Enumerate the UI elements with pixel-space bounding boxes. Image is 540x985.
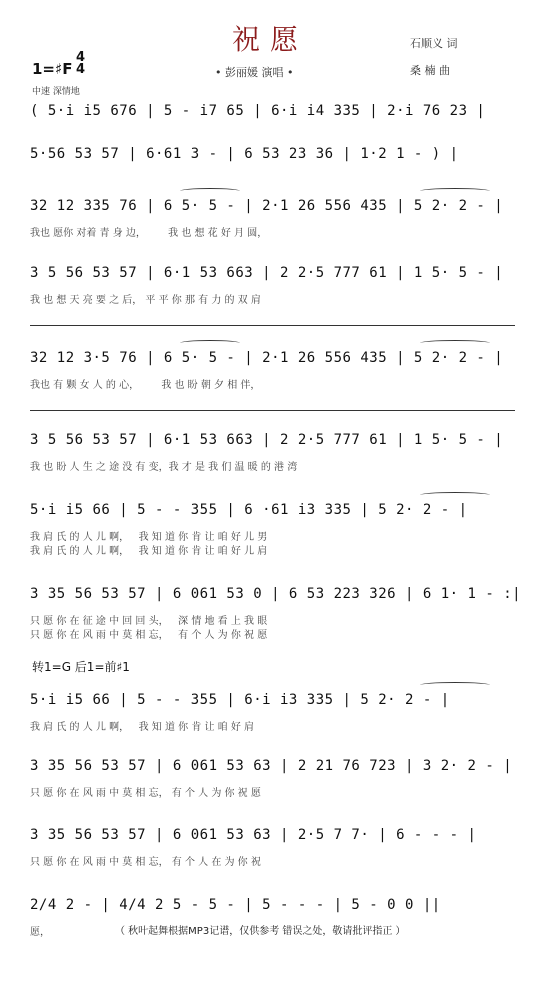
section-rule [30,325,515,326]
time-signature-top: 4 [76,50,86,65]
notation-line: 3 35 56 53 57 | 6 061 53 63 | 2·5 7 7· | 6 - - - | [30,827,477,843]
notation-line: ( 5·i i5 676 | 5 - i7 65 | 6·i i4 335 | 2·i 76 23 | [30,103,486,119]
lyric-line: 只 愿 你 在 风 雨 中 莫 相 忘， 有 个 人 为 你 祝 愿 [30,788,261,799]
notation-line: 5·56 53 57 | 6·61 3 - | 6 53 23 36 | 1·2 1 - ) | [30,146,459,162]
lyricist-credit: 石顺义 词 [410,37,458,50]
lyric-line: 我也 有 颗 女 人 的 心， 我 也 盼 朝 夕 相 伴， [30,380,261,391]
lyric-line: 我 也 盼 人 生 之 途 没 有 变，我 才 是 我 们 温 暖 的 港 湾 [30,462,298,473]
lyric-line: 只 愿 你 在 风 雨 中 莫 相 忘， 有 个 人 在 为 你 祝 [30,857,261,868]
lyric-line: 我 也 想 天 亮 要 之 后， 平 平 你 那 有 力 的 双 肩 [30,295,261,306]
lyric-line: 愿， [30,927,50,938]
transcription-footnote: （ 秋叶起舞根据MP3记谱，仅供参考 错误之处，敬请批评指正 ） [115,926,406,937]
slur-mark [420,188,490,194]
slur-mark [420,340,490,346]
notation-line: 3 5 56 53 57 | 6·1 53 663 | 2 2·5 777 61 | 1 5· 5 - | [30,265,504,281]
score-row [30,350,515,394]
time-signature [76,52,85,76]
composer-credit: 桑 楠 曲 [410,64,450,77]
notation-line: 3 35 56 53 57 | 6 061 53 0 | 6 53 223 326 | 6 1· 1 - :| [30,586,522,602]
score-row [30,198,515,242]
section-rule [30,410,515,411]
lyric-line: 只 愿 你 在 风 雨 中 莫 相 忘， 有 个 人 为 你 祝 愿 [30,630,268,641]
tempo-marking: 中速 深情地 [32,87,80,97]
lyric-line: 我 肩 氏 的 人 儿 啊， 我 知 道 你 肯 让 咱 好 儿 男 [30,532,268,543]
score-row [30,146,515,190]
notation-line: 3 35 56 53 57 | 6 061 53 63 | 2 21 76 723 | 3 2· 2 - | [30,758,513,774]
score-row [30,502,515,557]
lyric-line: 我也 愿你 对着 青 身 边， 我 也 想 花 好 月 圆， [30,228,268,239]
modulation-note: 转1=G 后1=前♯1 [32,660,130,674]
slur-mark [180,188,240,194]
score-row [30,265,515,309]
lyric-line: 只 愿 你 在 征 途 中 回 回 头， 深 情 地 看 上 我 眼 [30,616,268,627]
notation-line: 5·i i5 66 | 5 - - 355 | 6·i i3 335 | 5 2· 2 - | [30,692,450,708]
key-signature: 1=♯F [32,60,73,78]
notation-line: 32 12 3·5 76 | 6 5· 5 - | 2·1 26 556 435 | 5 2· 2 - | [30,350,504,366]
notation-line: 3 5 56 53 57 | 6·1 53 663 | 2 2·5 777 61 | 1 5· 5 - | [30,432,504,448]
score-row [30,692,515,736]
slur-mark [180,340,240,346]
score-row [30,758,515,802]
time-signature-bottom: 4 [76,62,86,77]
score-row [30,586,522,641]
singer-credit: • 彭丽媛 演唱 • [215,66,294,79]
slur-mark [420,682,490,688]
score-row [30,103,515,147]
lyric-line: 我 肩 氏 的 人 儿 啊， 我 知 道 你 肯 让 咱 好 儿 肩 [30,546,268,557]
lyric-line: 我 肩 氏 的 人 儿 啊， 我 知 道 你 肯 让 咱 好 肩 [30,722,255,733]
score-row [30,432,515,476]
notation-line: 2/4 2 - | 4/4 2 5 - 5 - | 5 - - - | 5 - 0 0 || [30,897,441,913]
score-row [30,827,515,871]
slur-mark [420,492,490,498]
notation-line: 5·i i5 66 | 5 - - 355 | 6 ·61 i3 335 | 5 2· 2 - | [30,502,468,518]
notation-line: 32 12 335 76 | 6 5· 5 - | 2·1 26 556 435 | 5 2· 2 - | [30,198,504,214]
page-title: 祝愿 [231,23,308,56]
